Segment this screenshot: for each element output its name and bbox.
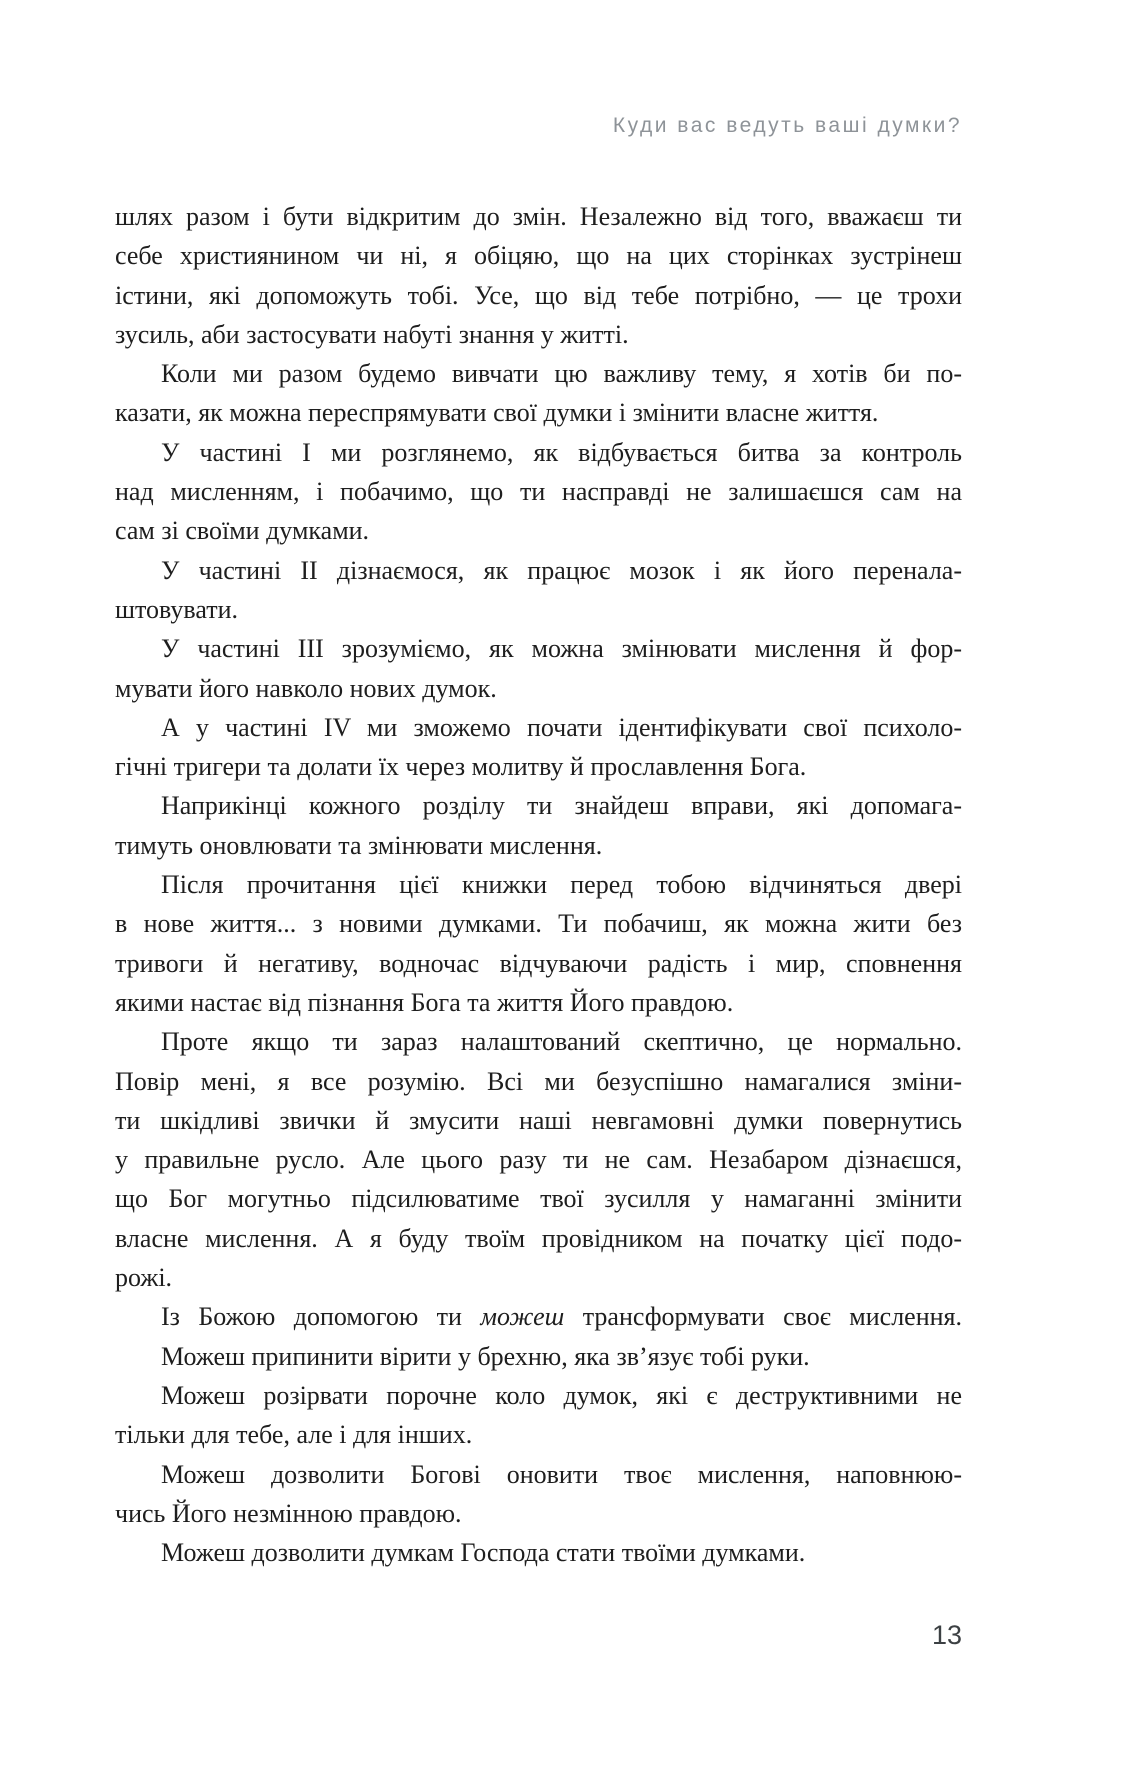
text-line: Наприкінці кожного розділу ти знайдеш вправи, які допомага-	[161, 791, 962, 821]
text-segment: трансформувати своє мислення.	[564, 1302, 962, 1332]
paragraph	[115, 1376, 962, 1455]
text-line: Повір мені, я все розумію. Всі ми безуспішно намагалися зміни-	[115, 1066, 962, 1096]
text-line: що Бог могутньо підсилюватиме твої зусилля у намаганні змінити	[115, 1184, 962, 1214]
text-line	[115, 1297, 962, 1336]
text-line: Коли ми разом будемо вивчати цю важливу тему, я хотів би по-	[161, 359, 962, 389]
text-line: чись Його незмінною правдою.	[115, 1498, 462, 1528]
running-header: Куди вас ведуть ваші думки?	[612, 114, 962, 137]
text-line: Можеш дозволити думкам Господа стати твоїми думками.	[161, 1538, 806, 1568]
paragraph	[115, 865, 962, 1022]
text-line: казати, як можна переспрямувати свої думки і змінити власне життя.	[115, 398, 879, 428]
text-line: гічні тригери та долати їх через молитву й прославлення Бога.	[115, 752, 807, 782]
body-text	[115, 197, 962, 1572]
paragraph	[115, 197, 962, 354]
page-number: 13	[931, 1620, 962, 1650]
text-line: Можеш припинити вірити у брехню, яка зв’язує тобі руки.	[161, 1341, 810, 1371]
text-line: тривоги й негативу, водночас відчуваючи радість і мир, сповнення	[115, 948, 962, 978]
paragraph	[115, 1337, 962, 1376]
emphasized-word: можеш	[480, 1302, 565, 1332]
text-line: шлях разом і бути відкритим до змін. Незалежно від того, вважаєш ти	[115, 202, 962, 231]
paragraph	[115, 708, 962, 787]
text-line: У частині II дізнаємося, як працює мозок і як його перенала-	[161, 555, 962, 585]
text-line: зусиль, аби застосувати набуті знання у житті.	[115, 319, 629, 349]
text-line: Проте якщо ти зараз налаштований скептично, це нормально.	[161, 1027, 962, 1057]
paragraph	[115, 629, 962, 708]
text-line: тільки для тебе, але і для інших.	[115, 1420, 473, 1450]
text-line: себе християнином чи ні, я обіцяю, що на цих сторінках зустрінеш	[115, 241, 962, 271]
paragraph	[115, 1455, 962, 1534]
text-line: мувати його навколо нових думок.	[115, 673, 497, 703]
paragraph	[115, 1297, 962, 1336]
text-line: Можеш дозволити Богові оновити твоє мислення, наповнюю-	[161, 1459, 962, 1489]
paragraph	[115, 786, 962, 865]
text-line: Можеш розірвати порочне коло думок, які є деструктивними не	[161, 1380, 962, 1410]
paragraph	[115, 1022, 962, 1297]
text-line: ти шкідливі звички й змусити наші невгамовні думки повернутись	[115, 1105, 962, 1135]
text-line: рожі.	[115, 1263, 173, 1293]
text-line: у правильне русло. Але цього разу ти не сам. Незабаром дізнаєшся,	[115, 1145, 962, 1175]
text-line: У частині III зрозуміємо, як можна змінювати мислення й фор-	[161, 634, 962, 664]
paragraph	[115, 354, 962, 433]
text-line: якими настає від пізнання Бога та життя Його правдою.	[115, 987, 734, 1017]
text-line: штовувати.	[115, 594, 239, 624]
text-line: сам зі своїми думками.	[115, 516, 370, 546]
text-segment: Із Божою допомогою ти	[161, 1302, 481, 1332]
text-line: тимуть оновлювати та змінювати мислення.	[115, 830, 603, 860]
text-line: А у частині IV ми зможемо почати ідентифікувати свої психоло-	[161, 712, 962, 742]
text-line: Після прочитання цієї книжки перед тобою відчиняться двері	[161, 870, 962, 900]
paragraph	[115, 551, 962, 630]
paragraph	[115, 433, 962, 551]
paragraph	[115, 1533, 962, 1572]
text-line: У частині I ми розглянемо, як відбувається битва за контроль	[161, 437, 962, 467]
text-line: власне мислення. А я буду твоїм провідником на початку цієї подо-	[115, 1223, 962, 1253]
text-line: над мисленням, і побачимо, що ти насправді не залишаєшся сам на	[115, 477, 962, 507]
text-line: істини, які допоможуть тобі. Усе, що від тебе потрібно, — це трохи	[115, 280, 962, 310]
text-line: в нове життя... з новими думками. Ти побачиш, як можна жити без	[115, 909, 962, 939]
